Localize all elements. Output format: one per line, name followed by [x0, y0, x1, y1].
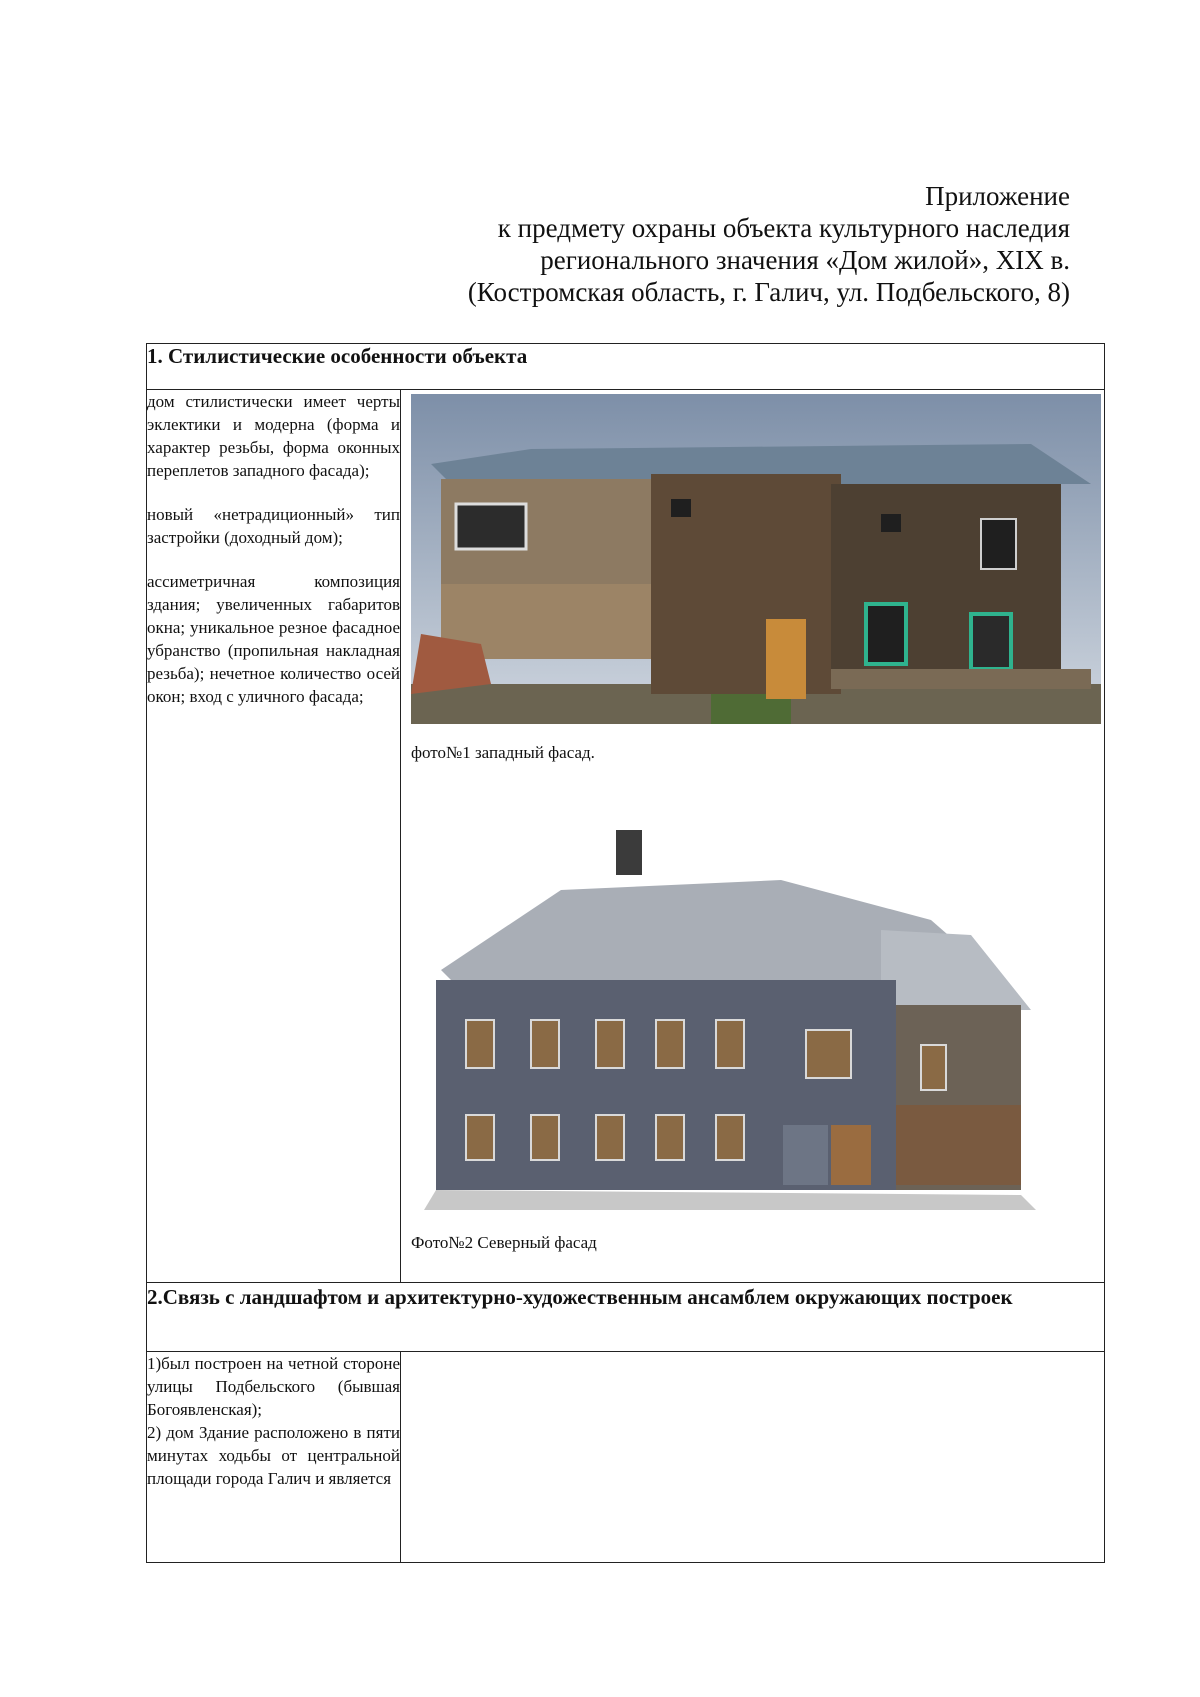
header-line-2: к предмету охраны объекта культурного наследия: [497, 213, 1070, 243]
section2-empty-cell: [401, 1352, 1105, 1563]
description-paragraph: 1)был построен на четной стороне улицы Подбельского (бывшая Богоявленская);: [147, 1354, 400, 1419]
section2-title: 2.Связь с ландшафтом и архитектурно-художественным ансамблем окружающих построек: [147, 1283, 1105, 1352]
description-paragraph: новый «нетрадиционный» тип застройки (доходный дом);: [147, 505, 400, 547]
description-paragraph: дом стилистически имеет черты эклектики и модерна (форма и характер резьбы, форма оконных переплетов западного фасада);: [147, 392, 400, 480]
photo-west-facade: [411, 394, 1101, 724]
appendix-header: [310, 180, 1070, 308]
heritage-table: [146, 343, 1105, 1563]
section1-photos: [401, 390, 1105, 1283]
section1-description: [147, 390, 401, 1283]
description-paragraph: 2) дом Здание расположено в пяти минутах ходьбы от центральной площади города Галич и является: [147, 1423, 400, 1488]
photo-north-facade: [411, 820, 1101, 1210]
photo2-caption: Фото№2 Северный фасад: [411, 1233, 597, 1252]
header-line-4: (Костромская область, г. Галич, ул. Подбельского, 8): [467, 277, 1070, 307]
description-paragraph: ассиметричная композиция здания; увеличенных габаритов окна; уникальное резное фасадное убранство (пропильная накладная резьба); нечетное количество осей окон; вход с уличного фасада;: [147, 572, 400, 706]
section2-description: [147, 1352, 401, 1563]
header-line-1: Приложение: [925, 181, 1070, 211]
photo1-caption: фото№1 западный фасад.: [411, 743, 595, 762]
section1-title: 1. Стилистические особенности объекта: [147, 344, 1105, 390]
header-line-3: регионального значения «Дом жилой», XIX в.: [540, 245, 1070, 275]
